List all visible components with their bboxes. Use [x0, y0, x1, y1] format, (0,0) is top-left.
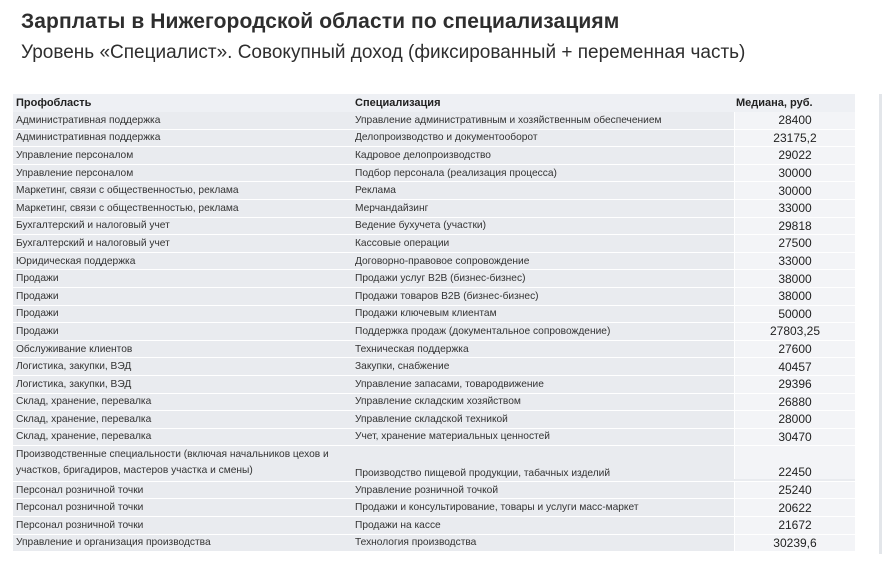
cell-area: Продажи — [16, 290, 59, 302]
cell-median: 38000 — [734, 270, 855, 287]
table-row — [13, 376, 855, 394]
cell-area: Персонал розничной точки — [16, 484, 144, 496]
cell-spec: Продажи на кассе — [355, 519, 441, 531]
cell-median: 26880 — [734, 394, 855, 411]
table-row — [13, 288, 855, 306]
table-row — [13, 517, 855, 535]
cell-spec: Управление розничной точкой — [355, 484, 499, 496]
cell-spec: Продажи услуг B2B (бизнес-бизнес) — [355, 273, 526, 285]
table-row — [13, 535, 855, 553]
cell-area: Логистика, закупки, ВЭД — [16, 378, 132, 390]
table-row — [13, 270, 855, 288]
cell-median: 30470 — [734, 429, 855, 446]
cell-area: Административная поддержка — [16, 132, 161, 144]
cell-median: 20622 — [734, 499, 855, 516]
cell-area: Маркетинг, связи с общественностью, реклама — [16, 202, 239, 214]
cell-spec: Ведение бухучета (участки) — [355, 220, 486, 232]
table-row — [13, 394, 855, 412]
cell-spec: Управление складской техникой — [355, 413, 508, 425]
cell-median: 29818 — [734, 218, 855, 235]
table-body — [13, 112, 855, 552]
cell-median: 28400 — [734, 112, 855, 129]
table-row — [13, 182, 855, 200]
cell-spec: Технология производства — [355, 537, 477, 549]
cell-area: Продажи — [16, 273, 59, 285]
table-row — [13, 341, 855, 359]
table-row — [13, 499, 855, 517]
page-title: Зарплаты в Нижегородской области по специализациям — [21, 10, 620, 33]
cell-area: Склад, хранение, перевалка — [16, 431, 152, 443]
cell-median: 30000 — [734, 182, 855, 199]
cell-spec: Делопроизводство и документооборот — [355, 132, 538, 144]
cell-median: 27803,25 — [734, 323, 855, 340]
table-row — [13, 235, 855, 253]
cell-spec: Учет, хранение материальных ценностей — [355, 431, 550, 443]
cell-spec: Продажи ключевым клиентам — [355, 308, 497, 320]
cell-spec: Поддержка продаж (документальное сопровождение) — [355, 325, 611, 337]
cell-spec: Реклама — [355, 185, 396, 197]
table-row — [13, 147, 855, 165]
cell-area: Персонал розничной точки — [16, 519, 144, 531]
cell-median: 30239,6 — [734, 535, 855, 552]
table-row — [13, 429, 855, 447]
cell-spec: Продажи и консультирование, товары и услуги масс-маркет — [355, 502, 639, 514]
cell-area: Бухгалтерский и налоговый учет — [16, 220, 170, 232]
table-row — [13, 200, 855, 218]
cell-median: 38000 — [734, 288, 855, 305]
cell-median: 29022 — [734, 147, 855, 164]
cell-median: 27500 — [734, 235, 855, 252]
cell-area: Бухгалтерский и налоговый учет — [16, 237, 170, 249]
cell-median: 22450 — [734, 446, 855, 479]
cell-spec: Подбор персонала (реализация процесса) — [355, 167, 557, 179]
cell-median: 25240 — [734, 482, 855, 499]
cell-area: Производственные специальности (включая начальников цехов и участков, бригадиров, мастеров участка и смены) — [16, 448, 329, 476]
cell-spec: Техническая поддержка — [355, 343, 469, 355]
cell-spec: Управление запасами, товародвижение — [355, 378, 544, 390]
header-median: Медиана, руб. — [736, 97, 813, 109]
table-row — [13, 323, 855, 341]
cell-area: Продажи — [16, 325, 59, 337]
cell-median: 21672 — [734, 517, 855, 534]
cell-spec: Управление складским хозяйством — [355, 396, 521, 408]
table-row — [13, 253, 855, 271]
cell-median: 40457 — [734, 358, 855, 375]
header-spec: Специализация — [355, 97, 441, 109]
cell-spec: Договорно-правовое сопровождение — [355, 255, 530, 267]
cell-area: Маркетинг, связи с общественностью, реклама — [16, 185, 239, 197]
cell-area: Склад, хранение, перевалка — [16, 413, 152, 425]
cell-spec: Управление административным и хозяйственным обеспечением — [355, 114, 662, 126]
cell-spec: Кадровое делопроизводство — [355, 149, 491, 161]
cell-area: Юридическая поддержка — [16, 255, 136, 267]
page-subtitle: Уровень «Специалист». Совокупный доход (фиксированный + переменная часть) — [21, 42, 746, 63]
table-row — [13, 165, 855, 183]
table-row — [13, 482, 855, 500]
cell-median: 30000 — [734, 165, 855, 182]
table-row — [13, 306, 855, 324]
cell-area: Персонал розничной точки — [16, 502, 144, 514]
cell-spec: Продажи товаров B2B (бизнес-бизнес) — [355, 290, 539, 302]
table-header — [13, 94, 855, 112]
table-row — [13, 218, 855, 236]
table-row — [13, 130, 855, 148]
table-row — [13, 411, 855, 429]
cell-median: 23175,2 — [734, 130, 855, 147]
salary-table — [13, 94, 855, 552]
cell-area: Логистика, закупки, ВЭД — [16, 361, 132, 373]
cell-median: 27600 — [734, 341, 855, 358]
cell-area: Обслуживание клиентов — [16, 343, 133, 355]
table-row — [13, 358, 855, 376]
cell-spec: Производство пищевой продукции, табачных изделий — [355, 467, 611, 479]
cell-spec: Мерчандайзинг — [355, 202, 429, 214]
cell-median: 33000 — [734, 200, 855, 217]
cell-spec: Закупки, снабжение — [355, 361, 450, 373]
cell-area: Управление персоналом — [16, 149, 134, 161]
cell-area: Административная поддержка — [16, 114, 161, 126]
cell-area: Склад, хранение, перевалка — [16, 396, 152, 408]
cell-median: 33000 — [734, 253, 855, 270]
cell-median: 28000 — [734, 411, 855, 428]
cell-area: Продажи — [16, 308, 59, 320]
cell-area: Управление персоналом — [16, 167, 134, 179]
cell-area: Управление и организация производства — [16, 537, 211, 549]
cell-spec: Кассовые операции — [355, 237, 450, 249]
cell-median: 50000 — [734, 306, 855, 323]
cell-median: 29396 — [734, 376, 855, 393]
table-row — [13, 446, 855, 482]
header-area: Профобласть — [16, 97, 92, 109]
table-row — [13, 112, 855, 130]
